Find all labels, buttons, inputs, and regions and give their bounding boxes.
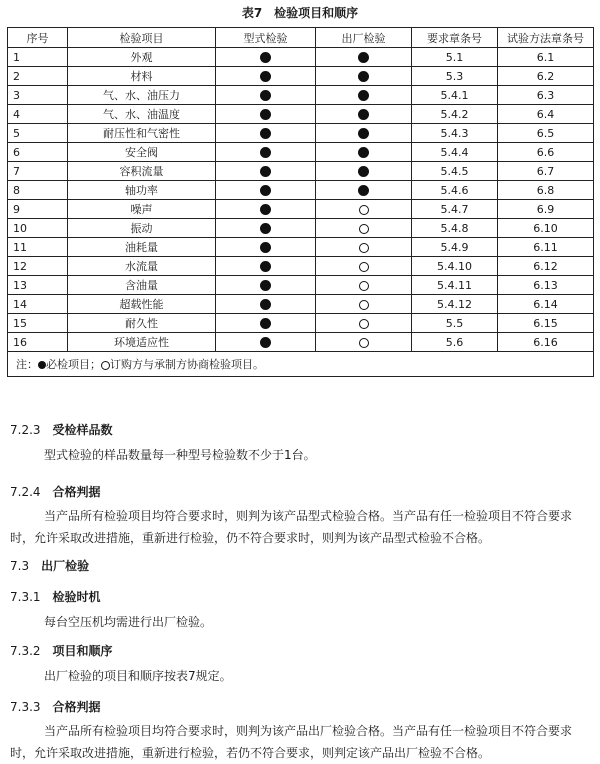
table-row (8, 162, 594, 181)
header-factory-test: 出厂检验 (316, 28, 412, 48)
cell-method-clause: 6.7 (498, 162, 594, 181)
table-row (8, 314, 594, 333)
cell-factory-test (316, 219, 412, 238)
section-7-3-3-heading (10, 698, 101, 715)
cell-item: 材料 (68, 67, 216, 86)
cell-item: 气、水、油压力 (68, 86, 216, 105)
cell-item: 容积流量 (68, 162, 216, 181)
required-dot-icon (260, 166, 271, 177)
required-dot-icon (260, 147, 271, 158)
required-dot-icon (358, 71, 369, 82)
required-dot-icon (358, 109, 369, 120)
cell-no: 12 (8, 257, 68, 276)
required-dot-icon (260, 337, 271, 348)
cell-type-test (216, 257, 316, 276)
optional-ring-icon (359, 205, 369, 215)
section-title: 合格判据 (52, 485, 101, 499)
cell-requirement-clause: 5.5 (412, 314, 498, 333)
cell-requirement-clause: 5.4.1 (412, 86, 498, 105)
cell-no: 2 (8, 67, 68, 86)
cell-type-test (216, 333, 316, 352)
cell-method-clause: 6.14 (498, 295, 594, 314)
table-row (8, 143, 594, 162)
cell-item: 气、水、油温度 (68, 105, 216, 124)
cell-factory-test (316, 276, 412, 295)
cell-type-test (216, 86, 316, 105)
required-dot-icon (260, 71, 271, 82)
required-dot-icon (358, 166, 369, 177)
cell-method-clause: 6.1 (498, 48, 594, 67)
section-number: 7.3.1 (10, 590, 41, 604)
cell-type-test (216, 143, 316, 162)
table-body (8, 48, 594, 352)
cell-type-test (216, 200, 316, 219)
cell-factory-test (316, 295, 412, 314)
required-dot-icon (260, 299, 271, 310)
cell-no: 15 (8, 314, 68, 333)
required-dot-icon (358, 52, 369, 63)
header-method-clause: 试验方法章条号 (498, 28, 594, 48)
section-7-3-2-heading (10, 642, 113, 659)
required-dot-icon (358, 128, 369, 139)
optional-ring-icon (359, 243, 369, 253)
note-required: 必检项目； (46, 358, 101, 371)
section-title: 出厂检验 (41, 559, 90, 573)
section-title: 合格判据 (52, 700, 101, 714)
table-row (8, 181, 594, 200)
cell-no: 10 (8, 219, 68, 238)
optional-ring-icon (359, 300, 369, 310)
cell-item: 振动 (68, 219, 216, 238)
section-title: 检验时机 (52, 590, 101, 604)
cell-requirement-clause: 5.1 (412, 48, 498, 67)
cell-requirement-clause: 5.4.11 (412, 276, 498, 295)
header-no: 序号 (8, 28, 68, 48)
cell-type-test (216, 295, 316, 314)
table-row (8, 67, 594, 86)
cell-item: 安全阀 (68, 143, 216, 162)
required-dot-icon (260, 52, 271, 63)
cell-item: 油耗量 (68, 238, 216, 257)
section-title: 项目和顺序 (52, 644, 113, 658)
cell-type-test (216, 67, 316, 86)
header-type-test: 型式检验 (216, 28, 316, 48)
cell-no: 1 (8, 48, 68, 67)
optional-ring-icon (359, 224, 369, 234)
section-7-3-1-heading (10, 588, 101, 605)
table-row (8, 219, 594, 238)
required-dot-icon (260, 261, 271, 272)
table-header-row (8, 28, 594, 48)
cell-factory-test (316, 333, 412, 352)
cell-item: 环境适应性 (68, 333, 216, 352)
required-dot-icon (38, 361, 46, 369)
cell-requirement-clause: 5.4.10 (412, 257, 498, 276)
cell-item: 轴功率 (68, 181, 216, 200)
cell-method-clause: 6.9 (498, 200, 594, 219)
table-caption: 表7 检验项目和顺序 (241, 6, 359, 20)
cell-requirement-clause: 5.4.4 (412, 143, 498, 162)
cell-factory-test (316, 105, 412, 124)
cell-method-clause: 6.5 (498, 124, 594, 143)
optional-ring-icon (101, 361, 110, 370)
table-row (8, 295, 594, 314)
cell-type-test (216, 181, 316, 200)
table-note (8, 352, 594, 377)
section-title: 受检样品数 (52, 423, 113, 437)
cell-requirement-clause: 5.4.8 (412, 219, 498, 238)
cell-method-clause: 6.4 (498, 105, 594, 124)
section-number: 7.3.3 (10, 700, 41, 714)
optional-ring-icon (359, 281, 369, 291)
header-item: 检验项目 (68, 28, 216, 48)
cell-factory-test (316, 162, 412, 181)
cell-requirement-clause: 5.4.7 (412, 200, 498, 219)
cell-factory-test (316, 48, 412, 67)
required-dot-icon (260, 109, 271, 120)
cell-type-test (216, 238, 316, 257)
required-dot-icon (260, 223, 271, 234)
section-7-3-heading (10, 557, 89, 574)
cell-method-clause: 6.12 (498, 257, 594, 276)
cell-method-clause: 6.3 (498, 86, 594, 105)
cell-factory-test (316, 124, 412, 143)
section-number: 7.3 (10, 559, 30, 573)
cell-method-clause: 6.6 (498, 143, 594, 162)
cell-factory-test (316, 314, 412, 333)
table-row (8, 238, 594, 257)
section-7-3-3-text: 当产品所有检验项目均符合要求时，则判为该产品出厂检验合格。当产品有任一检验项目不符合要求时，允许采取改进措施，重新进行检验，若仍不符合要求，则判定该产品出厂检验不合格。 (10, 724, 573, 760)
cell-type-test (216, 124, 316, 143)
cell-method-clause: 6.13 (498, 276, 594, 295)
table-row (8, 276, 594, 295)
table-row (8, 257, 594, 276)
cell-method-clause: 6.10 (498, 219, 594, 238)
section-7-2-3-heading (10, 421, 113, 438)
cell-requirement-clause: 5.4.9 (412, 238, 498, 257)
inspection-table (7, 27, 594, 377)
section-7-2-4-heading (10, 483, 101, 500)
cell-factory-test (316, 257, 412, 276)
cell-type-test (216, 219, 316, 238)
cell-factory-test (316, 67, 412, 86)
cell-no: 13 (8, 276, 68, 295)
cell-type-test (216, 105, 316, 124)
cell-requirement-clause: 5.4.6 (412, 181, 498, 200)
required-dot-icon (260, 204, 271, 215)
required-dot-icon (358, 147, 369, 158)
cell-requirement-clause: 5.4.3 (412, 124, 498, 143)
cell-requirement-clause: 5.3 (412, 67, 498, 86)
cell-no: 5 (8, 124, 68, 143)
cell-factory-test (316, 238, 412, 257)
optional-ring-icon (359, 262, 369, 272)
cell-factory-test (316, 143, 412, 162)
table-row (8, 200, 594, 219)
section-number: 7.3.2 (10, 644, 41, 658)
cell-type-test (216, 48, 316, 67)
cell-factory-test (316, 181, 412, 200)
table-row (8, 86, 594, 105)
cell-item: 含油量 (68, 276, 216, 295)
cell-item: 水流量 (68, 257, 216, 276)
cell-no: 3 (8, 86, 68, 105)
section-number: 7.2.4 (10, 485, 41, 499)
cell-no: 16 (8, 333, 68, 352)
required-dot-icon (260, 185, 271, 196)
optional-ring-icon (359, 338, 369, 348)
required-dot-icon (260, 242, 271, 253)
cell-no: 14 (8, 295, 68, 314)
cell-requirement-clause: 5.4.2 (412, 105, 498, 124)
header-requirement-clause: 要求章条号 (412, 28, 498, 48)
cell-type-test (216, 162, 316, 181)
cell-method-clause: 6.15 (498, 314, 594, 333)
required-dot-icon (260, 280, 271, 291)
cell-factory-test (316, 86, 412, 105)
section-7-2-4-text: 当产品所有检验项目均符合要求时，则判为该产品型式检验合格。当产品有任一检验项目不符合要求时，允许采取改进措施，重新进行检验，仍不符合要求时，则判为该产品型式检验不合格。 (10, 509, 573, 545)
cell-requirement-clause: 5.4.5 (412, 162, 498, 181)
table-row (8, 333, 594, 352)
cell-item: 耐久性 (68, 314, 216, 333)
cell-item: 外观 (68, 48, 216, 67)
cell-item: 超载性能 (68, 295, 216, 314)
cell-type-test (216, 314, 316, 333)
section-7-2-3-text: 型式检验的样品数量每一种型号检验数不少于1台。 (44, 448, 316, 462)
cell-no: 9 (8, 200, 68, 219)
cell-item: 耐压性和气密性 (68, 124, 216, 143)
required-dot-icon (260, 90, 271, 101)
cell-item: 噪声 (68, 200, 216, 219)
cell-no: 6 (8, 143, 68, 162)
required-dot-icon (260, 128, 271, 139)
table-row (8, 105, 594, 124)
table-note-row (8, 352, 594, 377)
section-7-3-2-text: 出厂检验的项目和顺序按表7规定。 (44, 669, 232, 683)
cell-method-clause: 6.16 (498, 333, 594, 352)
cell-no: 11 (8, 238, 68, 257)
cell-factory-test (316, 200, 412, 219)
cell-no: 4 (8, 105, 68, 124)
section-number: 7.2.3 (10, 423, 41, 437)
optional-ring-icon (359, 319, 369, 329)
required-dot-icon (358, 185, 369, 196)
cell-method-clause: 6.2 (498, 67, 594, 86)
cell-requirement-clause: 5.6 (412, 333, 498, 352)
cell-type-test (216, 276, 316, 295)
required-dot-icon (260, 318, 271, 329)
cell-requirement-clause: 5.4.12 (412, 295, 498, 314)
cell-method-clause: 6.8 (498, 181, 594, 200)
cell-no: 7 (8, 162, 68, 181)
required-dot-icon (358, 90, 369, 101)
note-optional: 订购方与承制方协商检验项目。 (110, 358, 264, 371)
note-prefix: 注： (16, 358, 38, 371)
cell-method-clause: 6.11 (498, 238, 594, 257)
section-7-3-1-text: 每台空压机均需进行出厂检验。 (44, 615, 213, 629)
table-row (8, 48, 594, 67)
table-row (8, 124, 594, 143)
cell-no: 8 (8, 181, 68, 200)
